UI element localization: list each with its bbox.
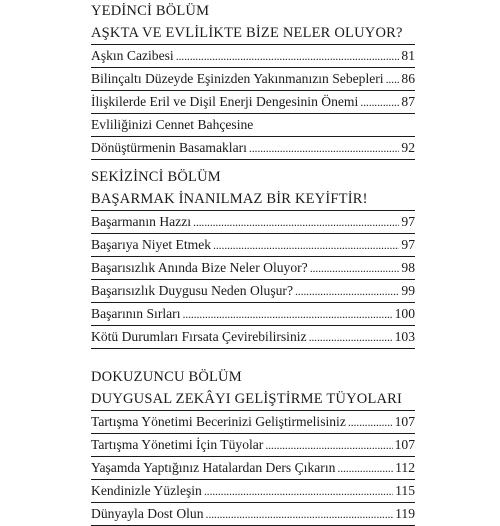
- dot-leader: [249, 137, 399, 159]
- toc-entry-page: 107: [394, 414, 415, 429]
- toc-entry[interactable]: [91, 457, 415, 480]
- toc-entry-title: Yaşamda Yaptığınız Hatalardan Ders Çıkarın: [91, 460, 336, 475]
- toc-entry-title: Evliliğinizi Cennet Bahçesine: [91, 117, 254, 132]
- chapter-title: BAŞARMAK İNANILMAZ BİR KEYİFTİR!: [91, 188, 415, 211]
- toc-section-9: [91, 366, 415, 526]
- toc-section-8: [91, 166, 415, 349]
- dot-leader: [360, 91, 399, 113]
- toc-entry[interactable]: [91, 280, 415, 303]
- toc-entry-page: 81: [401, 48, 415, 63]
- toc-entry[interactable]: [91, 45, 415, 68]
- dot-leader: [309, 326, 393, 348]
- toc-entry-page: 97: [401, 214, 415, 229]
- dot-leader: [337, 457, 393, 479]
- chapter-heading: SEKİZİNCİ BÖLÜM: [91, 169, 221, 185]
- toc-entry-title: Tartışma Yönetimi Becerinizi Geliştirmelisiniz: [91, 414, 346, 429]
- dot-leader: [386, 68, 400, 90]
- toc-entry-page: 115: [395, 483, 415, 498]
- dot-leader: [213, 234, 399, 256]
- toc-entry-page: 99: [401, 283, 415, 298]
- toc-entry-title: Bilinçaltı Düzeyde Eşinizden Yakınmanızın Sebepleri: [91, 71, 384, 86]
- toc-entry-title: İlişkilerde Eril ve Dişil Enerji Dengesinin Önemi: [91, 94, 359, 109]
- dot-leader: [265, 434, 392, 456]
- toc-entry[interactable]: [91, 434, 415, 457]
- chapter-heading: YEDİNCİ BÖLÜM: [91, 3, 210, 19]
- toc-entry-page: 97: [401, 237, 415, 252]
- toc-entry-page: 103: [394, 329, 415, 344]
- toc-entry[interactable]: [91, 234, 415, 257]
- toc-entry[interactable]: [91, 91, 415, 114]
- chapter-heading: DOKUZUNCU BÖLÜM: [91, 369, 242, 385]
- dot-leader: [206, 503, 394, 525]
- toc-entry-page: 87: [401, 94, 415, 109]
- toc-entry[interactable]: [91, 411, 415, 434]
- toc-section-7: [91, 0, 415, 160]
- chapter-title: AŞKTA VE EVLİLİKTE BİZE NELER OLUYOR?: [91, 22, 415, 45]
- toc-entry-title: Başarmanın Hazzı: [91, 214, 192, 229]
- toc-entry-page: 112: [395, 460, 415, 475]
- toc-entry-page: 86: [401, 71, 415, 86]
- toc-entry-title: Dünyayla Dost Olun: [91, 506, 204, 521]
- toc-entry-page: 107: [394, 437, 415, 452]
- toc-entry[interactable]: [91, 326, 415, 349]
- dot-leader: [193, 211, 399, 233]
- toc-entry-page: 100: [394, 306, 415, 321]
- toc-entry-title: Aşkın Cazibesi: [91, 48, 174, 63]
- toc-entry-title: Kendinizle Yüzleşin: [91, 483, 202, 498]
- dot-leader: [204, 480, 393, 502]
- toc-entry-title: Dönüştürmenin Basamakları: [91, 140, 247, 155]
- toc-entry-title: Başarısızlık Duygusu Neden Oluşur?: [91, 283, 293, 298]
- toc-entry[interactable]: [91, 257, 415, 280]
- dot-leader: [348, 411, 393, 433]
- toc-entry-page: 98: [401, 260, 415, 275]
- dot-leader: [295, 280, 399, 302]
- toc-entry-title: Başarısızlık Anında Bize Neler Oluyor?: [91, 260, 308, 275]
- toc-entry[interactable]: [91, 137, 415, 160]
- toc-entry-title: Başarıya Niyet Etmek: [91, 237, 212, 252]
- dot-leader: [182, 303, 392, 325]
- toc-entry-title: Başarının Sırları: [91, 306, 181, 321]
- toc-entry[interactable]: [91, 503, 415, 526]
- dot-leader: [310, 257, 400, 279]
- toc-entry[interactable]: [91, 211, 415, 234]
- toc-entry-page: 119: [395, 506, 415, 521]
- dot-leader: [176, 45, 400, 67]
- toc-entry-page: 92: [401, 140, 415, 155]
- toc-entry-title: Kötü Durumları Fırsata Çevirebilirsiniz: [91, 329, 307, 344]
- toc-entry[interactable]: [91, 303, 415, 326]
- toc-entry[interactable]: [91, 68, 415, 91]
- toc-entry-title: Tartışma Yönetimi İçin Tüyolar: [91, 437, 264, 452]
- chapter-title: DUYGUSAL ZEKÂYI GELİŞTİRME TÜYOLARI: [91, 388, 415, 411]
- toc-entry[interactable]: [91, 114, 415, 137]
